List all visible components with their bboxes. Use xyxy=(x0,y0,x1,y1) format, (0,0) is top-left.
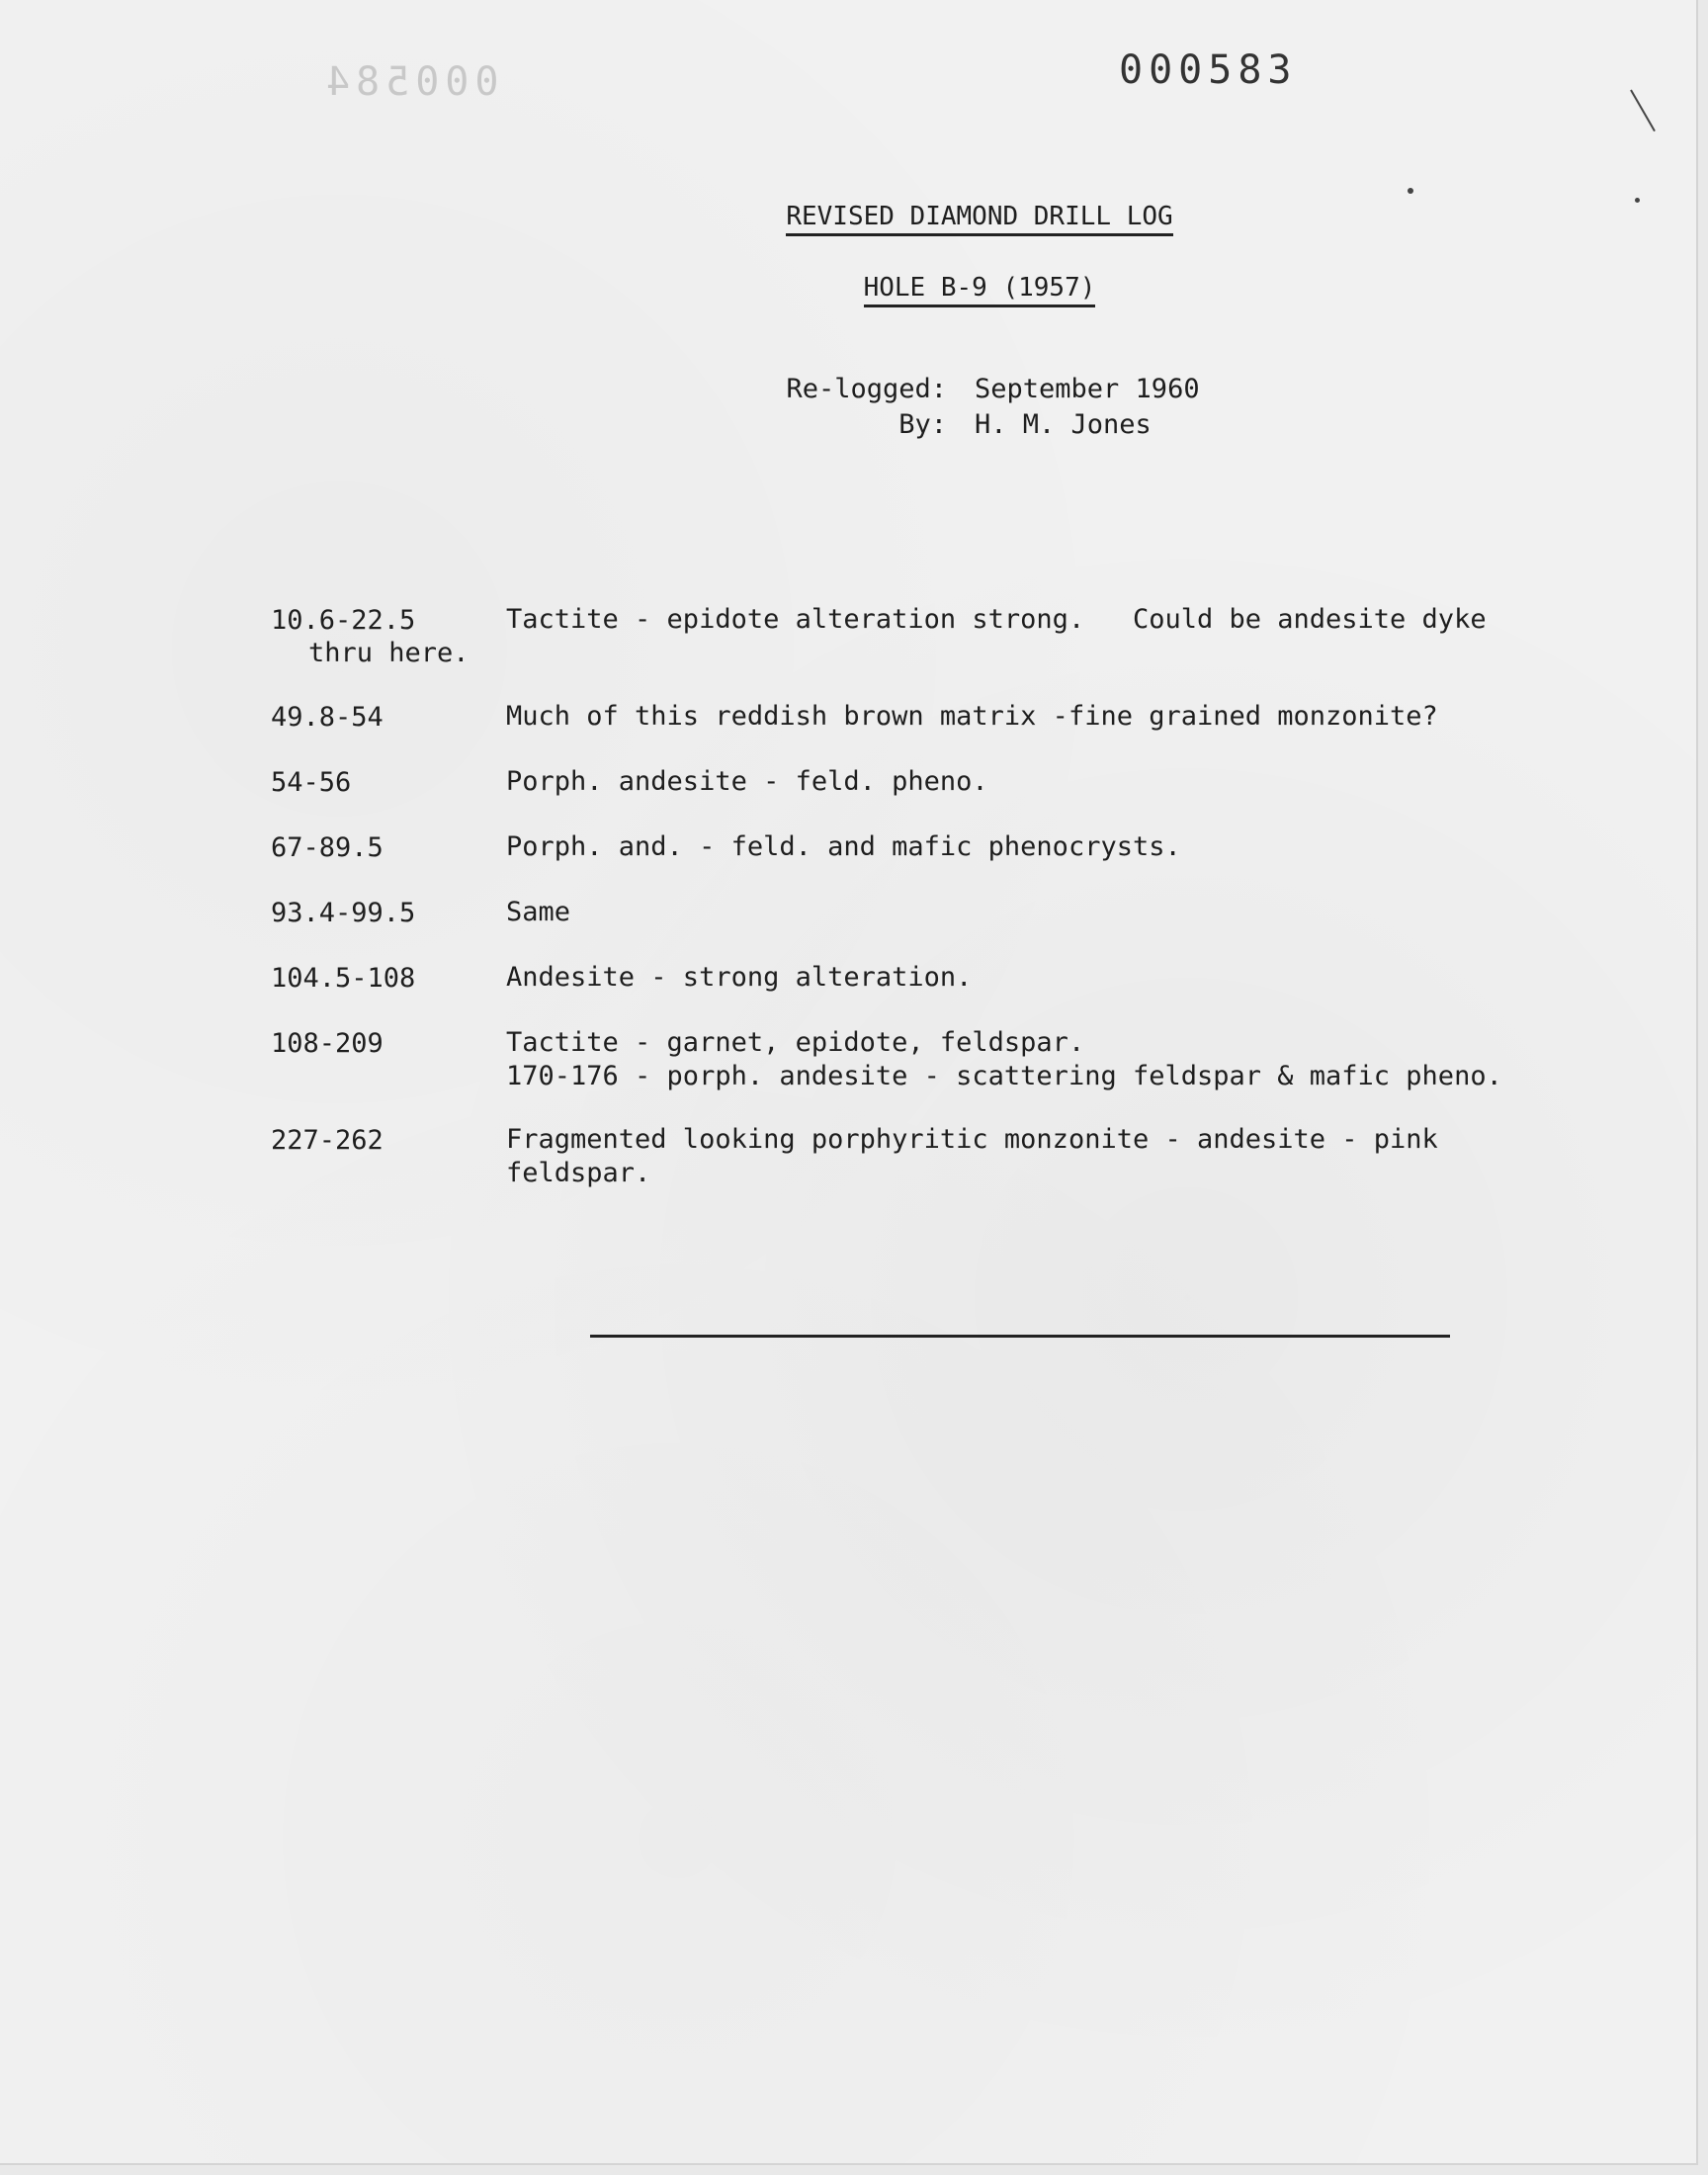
log-entry-depth: 67-89.5 xyxy=(271,832,384,863)
log-entry-depth: 10.6-22.5 xyxy=(271,605,416,636)
end-rule xyxy=(590,1335,1450,1338)
hole-heading xyxy=(0,273,1708,307)
log-entry-description-line: Tactite - epidote alteration strong. Could be andesite dyke xyxy=(506,604,1487,635)
log-entry-description-line: Porph. andesite - feld. pheno. xyxy=(506,766,988,797)
logged-by-value: H. M. Jones xyxy=(975,409,1152,440)
log-entry-description-line: 170-176 - porph. andesite - scattering feldspar & mafic pheno. xyxy=(506,1061,1502,1091)
page-number: 000583 xyxy=(1119,47,1298,93)
log-entry xyxy=(271,830,1556,866)
log-entry-description-line: Tactite - garnet, epidote, feldspar. xyxy=(506,1027,1085,1058)
log-entry-depth: 227-262 xyxy=(271,1125,384,1156)
log-entry-description xyxy=(506,700,1556,736)
ink-speck xyxy=(1408,188,1413,194)
log-entry-depth: 54-56 xyxy=(271,767,352,798)
log-entry-description-line: Same xyxy=(506,897,571,927)
logged-by-row xyxy=(753,407,1200,443)
log-entry-depth: 93.4-99.5 xyxy=(271,898,416,928)
log-entry xyxy=(271,603,1556,670)
log-entry xyxy=(271,961,1556,997)
log-entry-description xyxy=(506,765,1556,801)
log-entry-description xyxy=(506,1026,1556,1093)
log-entry-depth: 104.5-108 xyxy=(271,963,416,994)
log-entry-description-line: Andesite - strong alteration. xyxy=(506,962,973,993)
log-entry xyxy=(271,765,1556,801)
drill-log-entries xyxy=(271,603,1556,1190)
log-entry-description xyxy=(506,1123,1556,1190)
log-entry-description xyxy=(506,896,1556,931)
log-entry xyxy=(271,1026,1556,1093)
relogged-value: September 1960 xyxy=(975,374,1200,404)
document-title xyxy=(0,202,1708,236)
log-entry-depth: 108-209 xyxy=(271,1028,384,1059)
page-number-bleedthrough: 000584 xyxy=(320,59,499,105)
log-entry xyxy=(271,1123,1556,1190)
relogged-row xyxy=(753,372,1200,407)
log-entry-description-line: thru here. xyxy=(308,638,470,668)
log-entry xyxy=(271,896,1556,931)
log-entry-depth: 49.8-54 xyxy=(271,702,384,733)
logged-by-label: By: xyxy=(898,409,947,440)
log-entry-description-line: Porph. and. - feld. and mafic phenocrysts. xyxy=(506,831,1181,862)
log-entry-description xyxy=(506,830,1556,866)
document-title-text: REVISED DIAMOND DRILL LOG xyxy=(786,202,1172,236)
log-entry-description-line: Fragmented looking porphyritic monzonite - andesite - pink xyxy=(506,1124,1438,1155)
log-entry-description-line: feldspar. xyxy=(506,1158,651,1188)
hole-heading-text: HOLE B-9 (1957) xyxy=(864,273,1096,307)
log-entry-description-line: Much of this reddish brown matrix -fine grained monzonite? xyxy=(506,701,1438,732)
relogged-label: Re-logged: xyxy=(786,374,947,404)
relog-info xyxy=(753,372,1200,443)
log-entry-description xyxy=(506,961,1556,997)
log-entry xyxy=(271,700,1556,736)
corner-pen-mark xyxy=(1630,90,1656,132)
